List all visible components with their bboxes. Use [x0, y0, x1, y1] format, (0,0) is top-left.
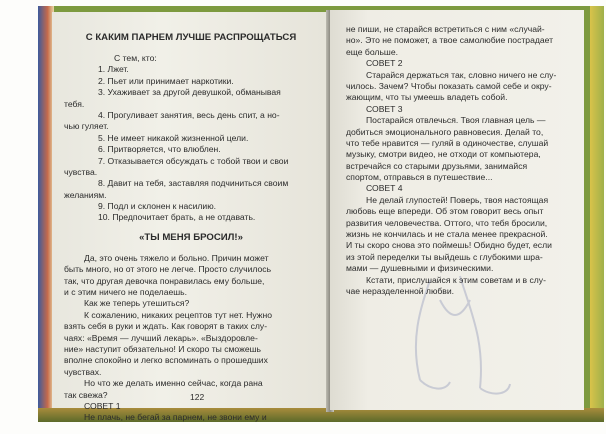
paragraph-line: чае неразделенной любви.	[346, 285, 455, 296]
paragraph-line: быть много, но от этого не легче. Просто случилось	[64, 264, 272, 275]
list-item: 5. Не имеет никакой жизненной цели.	[98, 132, 249, 143]
paragraph-line: еще больше.	[346, 46, 398, 57]
list-item-cont: чью гуляет.	[64, 121, 109, 132]
list-item: 7. Отказывается обсуждать с тобой твои и свои	[98, 155, 289, 166]
list-item-cont: желаниям.	[64, 189, 107, 200]
list-item: 6. Притворяется, что влюблен.	[98, 144, 221, 155]
paragraph-line: так свежа?	[64, 389, 108, 400]
paragraph-line: не пиши, не старайся встретиться с ним «случай-	[346, 24, 545, 34]
paragraph-line: Старайся держаться так, словно ничего не слу-	[366, 69, 557, 80]
section-title: С КАКИМ ПАРНЕМ ЛУЧШЕ РАСПРОЩАТЬСЯ	[85, 32, 297, 43]
paragraph-line: К сожалению, никаких рецептов тут нет. Нужно	[84, 309, 272, 320]
list-item: 3. Ухаживает за другой девушкой, обманывая	[98, 87, 281, 98]
paragraph-line: Не делай глупостей! Поверь, твоя настоящая	[366, 194, 549, 205]
advice-heading: СОВЕТ 4	[366, 183, 403, 194]
list-item-cont: тебя.	[64, 98, 85, 109]
paragraph-line: жизнь не кончилась и не стала менее прекрасной.	[346, 229, 548, 240]
paragraph-line: добиться эмоционального равновесия. Делай то,	[346, 126, 544, 137]
paragraph-line: жающим, что ты умеешь владеть собой.	[346, 92, 508, 103]
page-number: 122	[190, 392, 205, 402]
list-item: 1. Лжет.	[98, 64, 129, 75]
paragraph-line: Да, это очень тяжело и больно. Причин может	[84, 252, 269, 263]
paragraph-line: Кстати, прислушайся к этим советам и в слу-	[366, 274, 546, 285]
paragraph-line: спортом, отправься в путешествие...	[346, 172, 493, 183]
paragraph-line: что тебе нравится — гуляй в одиночестве, слушай	[346, 137, 549, 148]
paragraph-line: Как же теперь утешиться?	[84, 298, 190, 309]
paragraph-line: любовь еще впереди. Об этом говорит весь опыт	[346, 206, 544, 217]
paragraph-line: встречайся со старыми друзьями, занимайся	[346, 160, 528, 171]
list-item: 8. Давит на тебя, заставляя подчиниться своим	[98, 178, 289, 189]
paragraph-line: взять себя в руки и ждать. Как говорят в таких слу-	[64, 321, 268, 332]
paragraph-line: чаях: «Время — лучший лекарь». «Выздоровле-	[64, 332, 258, 343]
advice-heading: СОВЕТ 1	[84, 400, 121, 411]
paragraph-line: так, что другая девочка понравилась ему больше,	[64, 275, 265, 286]
paragraph-line: И ты скоро снова это поймешь! Обидно будет, если	[346, 240, 552, 251]
paragraph-line: из этой переделки ты выйдешь с глубокими шра-	[346, 251, 543, 262]
right-page	[330, 10, 584, 410]
paragraph-line: Не плачь, не бегай за парнем, не звони ему и	[84, 412, 267, 423]
paragraph-line: Но что же делать именно сейчас, когда рана	[84, 378, 263, 389]
list-item: 2. Пьет или принимает наркотики.	[98, 75, 234, 86]
paragraph-line: Постарайся отвлечься. Твоя главная цель —	[366, 115, 546, 126]
left-page	[52, 12, 328, 423]
right-page-text	[346, 24, 576, 297]
paragraph-line: музыку, смотри видео, не отходи от компьютера,	[346, 149, 541, 160]
left-page-text	[64, 32, 318, 424]
list-intro: С тем, кто:	[114, 53, 157, 63]
subsection-title: «ТЫ МЕНЯ БРОСИЛ!»	[139, 231, 243, 243]
advice-heading: СОВЕТ 2	[366, 58, 403, 69]
paragraph-line: мами — душевными и физическими.	[346, 263, 494, 274]
paragraph-line: чувствах.	[64, 366, 102, 377]
advice-heading: СОВЕТ 3	[366, 103, 403, 114]
paragraph-line: ние» наступит обязательно! И скоро ты сможешь	[64, 343, 261, 354]
list-item-cont: чувства.	[64, 166, 98, 177]
paragraph-line: но». Это не поможет, а твое самолюбие пострадает	[346, 35, 554, 46]
list-item: 9. Подл и склонен к насилию.	[98, 201, 217, 212]
list-item: 10. Предпочитает брать, а не отдавать.	[98, 212, 256, 223]
cover-edge-right	[590, 6, 604, 422]
paragraph-line: вполне спокойно и легко вспоминать о прошедших	[64, 355, 268, 366]
paragraph-line: и с этим ничего не поделаешь.	[64, 287, 188, 298]
list-item: 4. Прогуливает занятия, весь день спит, а но-	[98, 109, 280, 120]
paragraph-line: развития человечества. Оттого, что тебя бросили,	[346, 217, 548, 228]
paragraph-line: чилось. Зачем? Чтобы показать самой себе и окру-	[346, 80, 552, 91]
